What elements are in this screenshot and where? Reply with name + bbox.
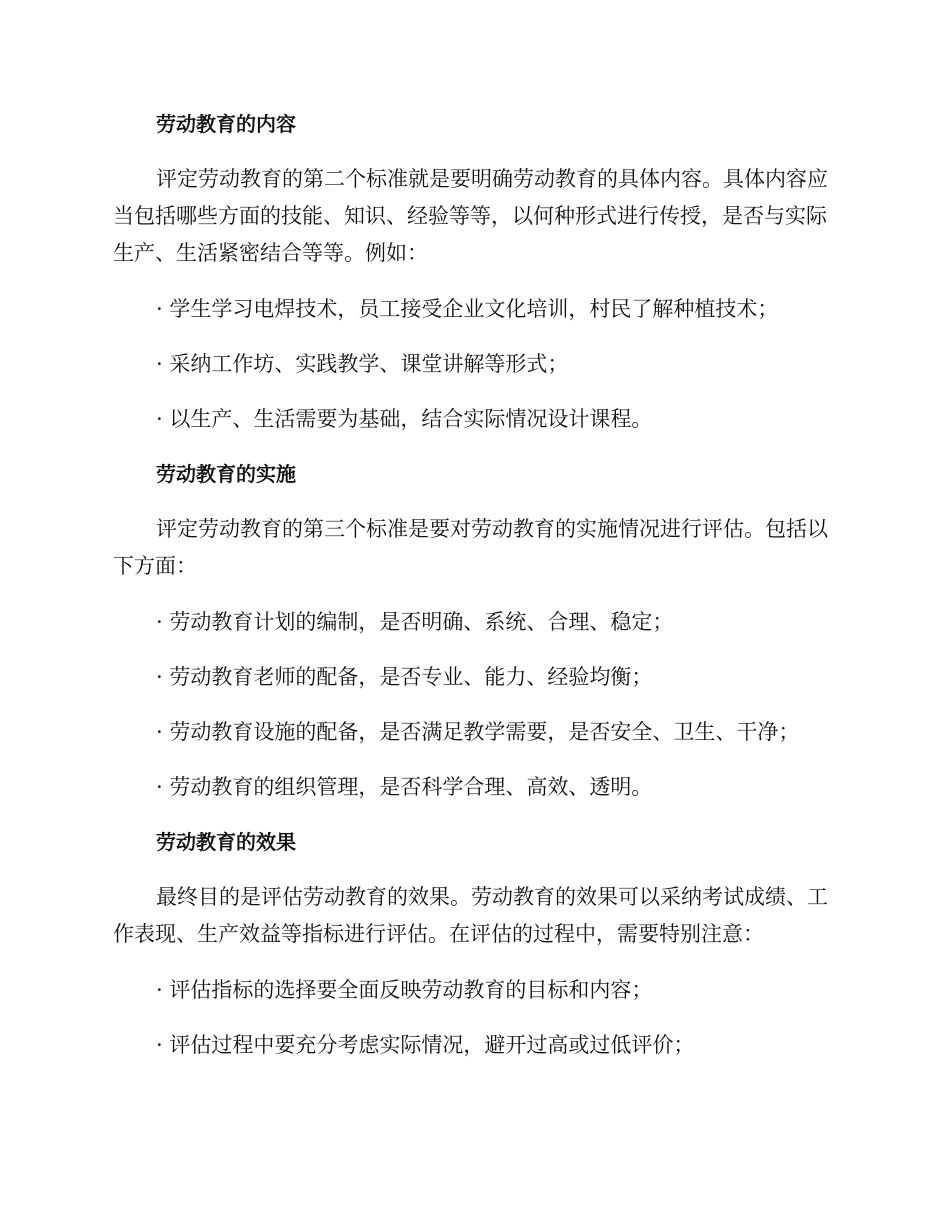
bullet-item: · 劳动教育的组织管理，是否科学合理、高效、透明。 [156,775,653,799]
section-heading: 劳动教育的实施 [156,462,296,486]
bullet-item: · 采纳工作坊、实践教学、课堂讲解等形式； [156,352,569,376]
bullet-item: · 评估过程中要充分考虑实际情况，避开过高或过低评价； [156,1033,695,1057]
bullet-item: · 劳动教育设施的配备，是否满足教学需要，是否安全、卫生、干净； [156,720,800,744]
section-paragraph: 评定劳动教育的第二个标准就是要明确劳动教育的具体内容。具体内容应当包括哪些方面的技能、知识、经验等等，以何种形式进行传授，是否与实际生产、生活紧密结合等等。例如： [113,167,828,265]
section-effect [113,824,833,1063]
document-body [113,106,833,1082]
bullet-item: · 劳动教育计划的编制，是否明确、系统、合理、稳定； [156,610,674,634]
bullet-item: · 劳动教育老师的配备，是否专业、能力、经验均衡； [156,665,653,689]
section-implementation [113,456,833,805]
bullet-item: · 以生产、生活需要为基础，结合实际情况设计课程。 [156,407,653,431]
section-paragraph: 最终目的是评估劳动教育的效果。劳动教育的效果可以采纳考试成绩、工作表现、生产效益等指标进行评估。在评估的过程中，需要特别注意： [113,885,828,946]
bullet-item: · 评估指标的选择要全面反映劳动教育的目标和内容； [156,978,653,1002]
section-paragraph: 评定劳动教育的第三个标准是要对劳动教育的实施情况进行评估。包括以下方面： [113,517,828,578]
section-heading: 劳动教育的内容 [156,112,296,136]
section-heading: 劳动教育的效果 [156,830,296,854]
bullet-item: · 学生学习电焊技术，员工接受企业文化培训，村民了解种植技术； [156,297,779,321]
section-content [113,106,833,437]
